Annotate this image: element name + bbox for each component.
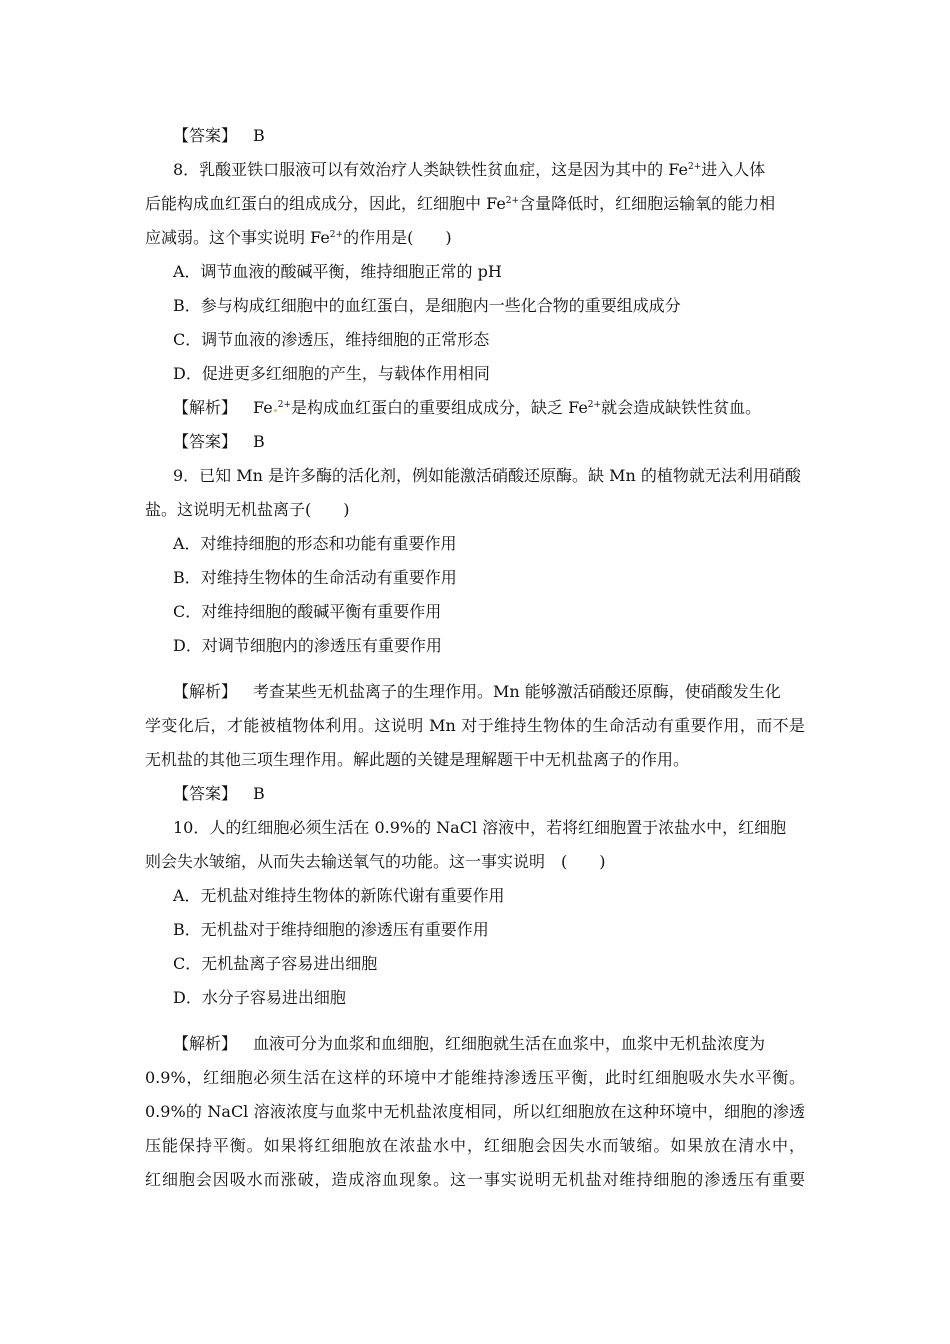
q8-option-a: A．调节血液的酸碱平衡，维持细胞正常的 pH: [173, 262, 502, 281]
q10-analysis-line-5: 红细胞会因吸水而涨破，造成溶血现象。这一事实说明无机盐对维持细胞的渗透压有重要: [145, 1170, 805, 1189]
q9-answer-line: [173, 784, 265, 804]
analysis-label: 【解析】: [173, 682, 238, 701]
answer-value: B: [253, 784, 265, 803]
superscript-charge: 2+: [687, 162, 702, 172]
q10-analysis-text: 血液可分为血浆和血细胞，红细胞就生活在血浆中，血浆中无机盐浓度为: [253, 1034, 766, 1053]
q10-stem-line-1: 10．人的红细胞必须生活在 0.9%的 NaCl 溶液中，若将红细胞置于浓盐水中，红细胞: [173, 818, 787, 837]
q8-stem-text: 应减弱。这个事实说明 Fe: [145, 228, 330, 247]
superscript-charge: 2+: [587, 400, 602, 410]
q9-analysis-line-2: 学变化后，才能被植物体利用。这说明 Mn 对于维持生物体的生命活动有重要作用，而不是: [145, 716, 805, 735]
q8-analysis-line: [173, 398, 761, 418]
answer-value: B: [253, 126, 265, 145]
answer-value: B: [253, 432, 265, 451]
q9-option-a: A．对维持细胞的形态和功能有重要作用: [173, 534, 457, 553]
q8-analysis-text: Fe: [253, 398, 273, 417]
q8-stem-line-3: [145, 228, 452, 248]
q8-analysis-text: 是构成血红蛋白的重要组成成分，缺乏 Fe: [291, 398, 588, 417]
q8-answer-line: [173, 432, 265, 452]
q10-analysis-line-1: [173, 1034, 765, 1054]
answer-label: 【答案】: [173, 126, 238, 145]
q10-option-c: C．无机盐离子容易进出细胞: [173, 954, 378, 973]
q9-stem-line-2: 盐。这说明无机盐离子( ): [145, 500, 350, 519]
superscript-charge: 2+: [329, 230, 344, 240]
q8-stem-text: 后能构成血红蛋白的组成成分，因此，红细胞中 Fe: [145, 194, 506, 213]
superscript-charge: 2+: [277, 400, 291, 410]
q10-option-d: D．水分子容易进出细胞: [173, 988, 346, 1007]
analysis-label: 【解析】: [173, 398, 238, 417]
q10-option-b: B．无机盐对于维持细胞的渗透压有重要作用: [173, 920, 489, 939]
q8-option-d: D．促进更多红细胞的产生，与载体作用相同: [173, 364, 490, 383]
mark-dot: [274, 409, 277, 412]
q9-option-b: B．对维持生物体的生命活动有重要作用: [173, 568, 457, 587]
analysis-label: 【解析】: [173, 1034, 238, 1053]
q8-stem-text: 进入人体: [701, 160, 766, 179]
q8-stem-text: 的作用是( ): [343, 228, 452, 247]
superscript-charge: 2+: [505, 196, 520, 206]
q8-stem-line-1: [173, 160, 765, 180]
q8-option-c: C．调节血液的渗透压，维持细胞的正常形态: [173, 330, 490, 349]
q10-analysis-line-2: 0.9%，红细胞必须生活在这样的环境中才能维持渗透压平衡，此时红细胞吸水失水平衡。: [145, 1068, 805, 1087]
q8-analysis-text: 就会造成缺铁性贫血。: [601, 398, 762, 417]
q9-analysis-line-3: 无机盐的其他三项生理作用。解此题的关键是理解题干中无机盐离子的作用。: [145, 750, 690, 769]
q9-option-c: C．对维持细胞的酸碱平衡有重要作用: [173, 602, 442, 621]
answer-label: 【答案】: [173, 784, 238, 803]
q10-option-a: A．无机盐对维持生物体的新陈代谢有重要作用: [173, 886, 505, 905]
q8-stem-text: 含量降低时，红细胞运输氧的能力相: [519, 194, 776, 213]
q8-stem-line-2: [145, 194, 775, 214]
q10-analysis-line-4: 压能保持平衡。如果将红细胞放在浓盐水中，红细胞会因失水而皱缩。如果放在清水中，: [145, 1136, 805, 1155]
q8-option-b: B．参与构成红细胞中的血红蛋白，是细胞内一些化合物的重要组成成分: [173, 296, 681, 315]
q9-stem-line-1: 9．已知 Mn 是许多酶的活化剂，例如能激活硝酸还原酶。缺 Mn 的植物就无法利用硝酸: [173, 466, 801, 485]
q9-option-d: D．对调节细胞内的渗透压有重要作用: [173, 636, 442, 655]
q10-analysis-line-3: 0.9%的 NaCl 溶液浓度与血浆中无机盐浓度相同，所以红细胞放在这种环境中，细胞的渗透: [145, 1102, 805, 1121]
q9-analysis-text: 考查某些无机盐离子的生理作用。Mn 能够激活硝酸还原酶，使硝酸发生化: [253, 682, 781, 701]
q10-stem-line-2: 则会失水皱缩，从而失去输送氧气的功能。这一事实说明 ( ): [145, 852, 606, 871]
answer-line-q7: [173, 126, 265, 146]
answer-label: 【答案】: [173, 432, 238, 451]
q8-stem-text: 8．乳酸亚铁口服液可以有效治疗人类缺铁性贫血症，这是因为其中的 Fe: [173, 160, 688, 179]
q9-analysis-line-1: [173, 682, 781, 702]
